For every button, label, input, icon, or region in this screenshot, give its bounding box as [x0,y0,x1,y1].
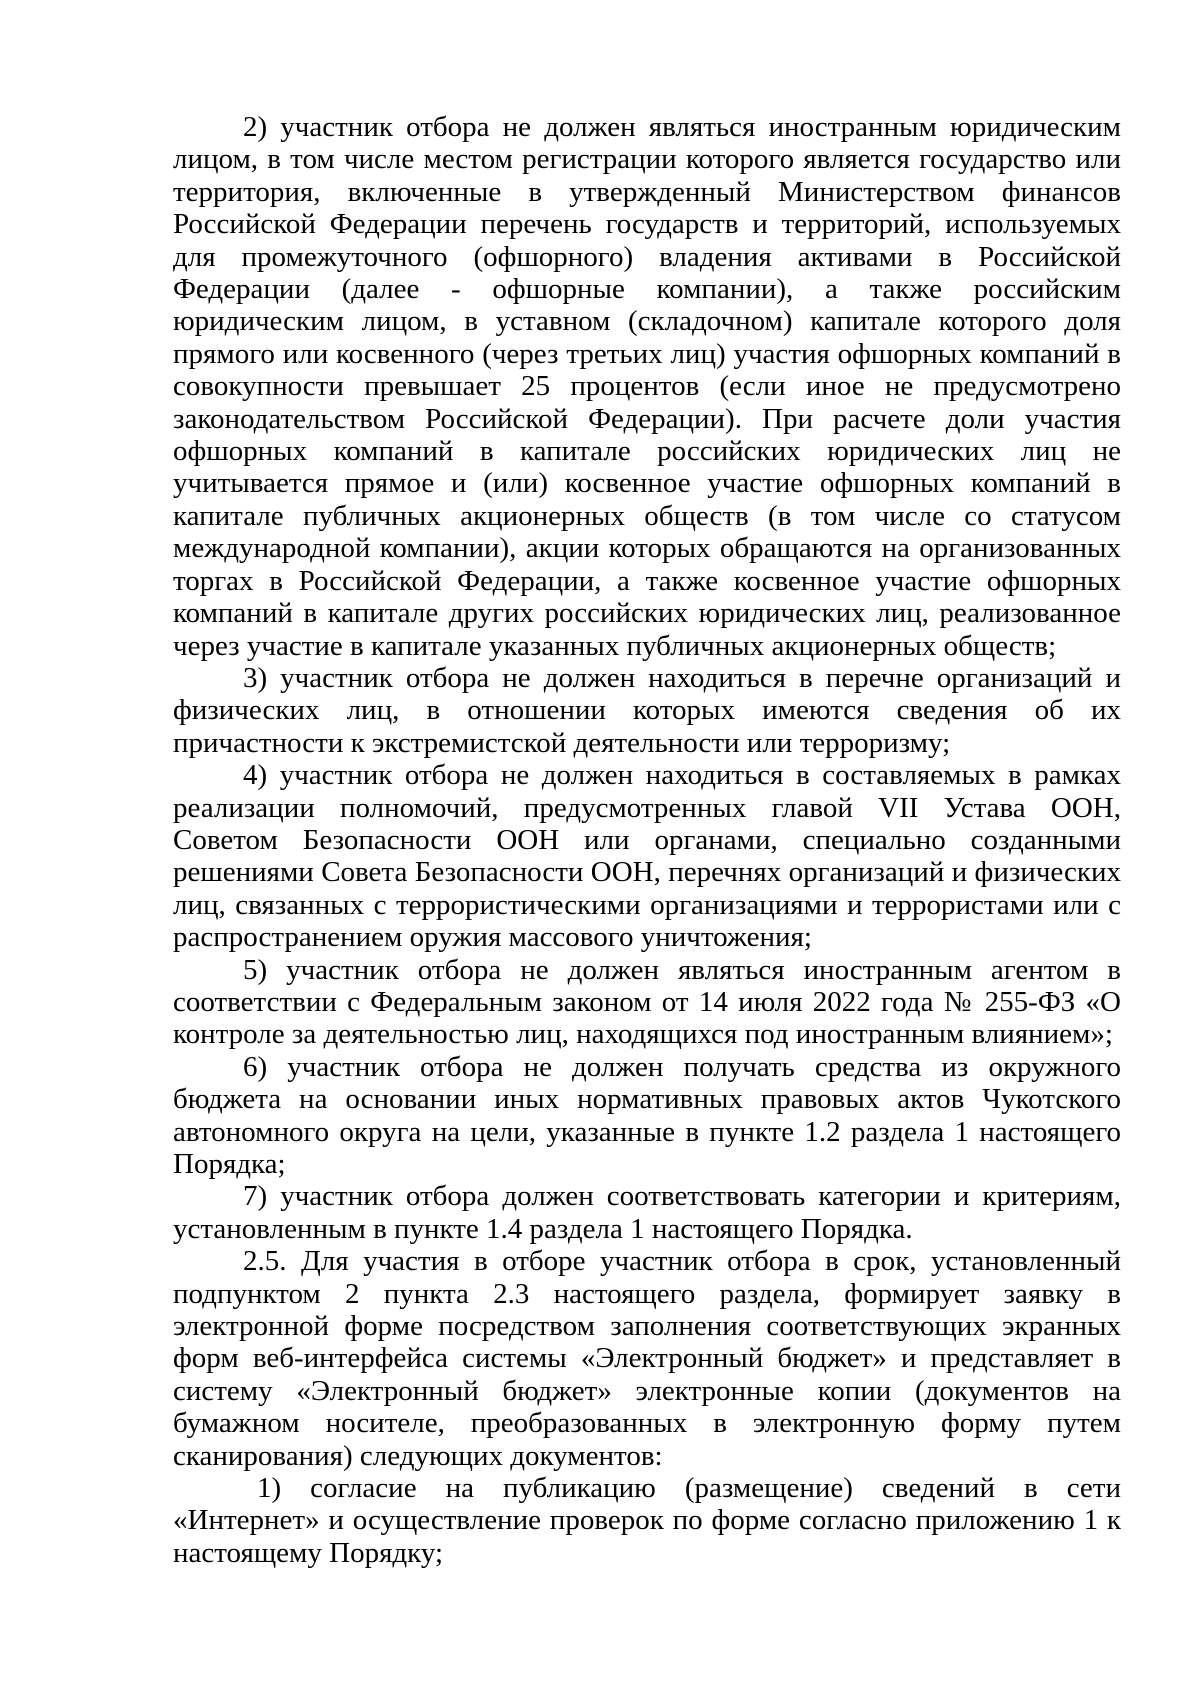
paragraph-item-3: 3) участник отбора не должен находиться в перечне организаций и физических лиц, в отношении которых имеются сведения об их причастности к экстремистской деятельности или терроризму; [173,661,1121,759]
paragraph-item-7: 7) участник отбора должен соответствовать категории и критериям, установленным в пункте 1.4 раздела 1 настоящего Порядка. [173,1180,1121,1245]
paragraph-item-6: 6) участник отбора не должен получать средства из окружного бюджета на основании иных нормативных правовых актов Чукотского автономного округа на цели, указанные в пункте 1.2 раздела 1 настоящего Порядка; [173,1050,1121,1180]
paragraph-item-4: 4) участник отбора не должен находиться в составляемых в рамках реализации полномочий, предусмотренных главой VII Устава ООН, Советом Безопасности ООН или органами, специально созданными решениями Совета Безопасности ООН, перечнях организаций и физических лиц, связанных с террористическими организациями и террористами или с распространением оружия массового уничтожения; [173,759,1121,954]
paragraph-item-2: 2) участник отбора не должен являться иностранным юридическим лицом, в том числе местом регистрации которого является государство или территория, включенные в утвержденный Министерством финансов Российской Федерации перечень государств и территорий, используемых для промежуточного (офшорного) владения активами в Российской Федерации (далее - офшорные компании), а также российским юридическим лицом, в уставном (складочном) капитале которого доля прямого или косвенного (через третьих лиц) участия офшорных компаний в совокупности превышает 25 процентов (если иное не предусмотрено законодательством Российской Федерации). При расчете доли участия офшорных компаний в капитале российских юридических лиц не учитывается прямое и (или) косвенное участие офшорных компаний в капитале публичных акционерных обществ (в том числе со статусом международной компании), акции которых обращаются на организованных торгах в Российской Федерации, а также косвенное участие офшорных компаний в капитале других российских юридических лиц, реализованное через участие в капитале указанных публичных акционерных обществ; [173,111,1121,662]
paragraph-item-5: 5) участник отбора не должен являться иностранным агентом в соответствии с Федеральным законом от 14 июля 2022 года № 255-ФЗ «О контроле за деятельностью лиц, находящихся под иностранным влиянием»; [173,953,1121,1051]
paragraph-docs-item-1: 1) согласие на публикацию (размещение) сведений в сети «Интернет» и осуществление проверок по форме согласно приложению 1 к настоящему Порядку; [173,1472,1121,1569]
document-page [173,111,1121,1569]
paragraph-section-2-5: 2.5. Для участия в отборе участник отбора в срок, установленный подпунктом 2 пункта 2.3 настоящего раздела, формирует заявку в электронной форме посредством заполнения соответствующих экранных форм веб-интерфейса системы «Электронный бюджет» и представляет в систему «Электронный бюджет» электронные копии (документов на бумажном носителе, преобразованных в электронную форму путем сканирования) следующих документов: [173,1245,1121,1472]
